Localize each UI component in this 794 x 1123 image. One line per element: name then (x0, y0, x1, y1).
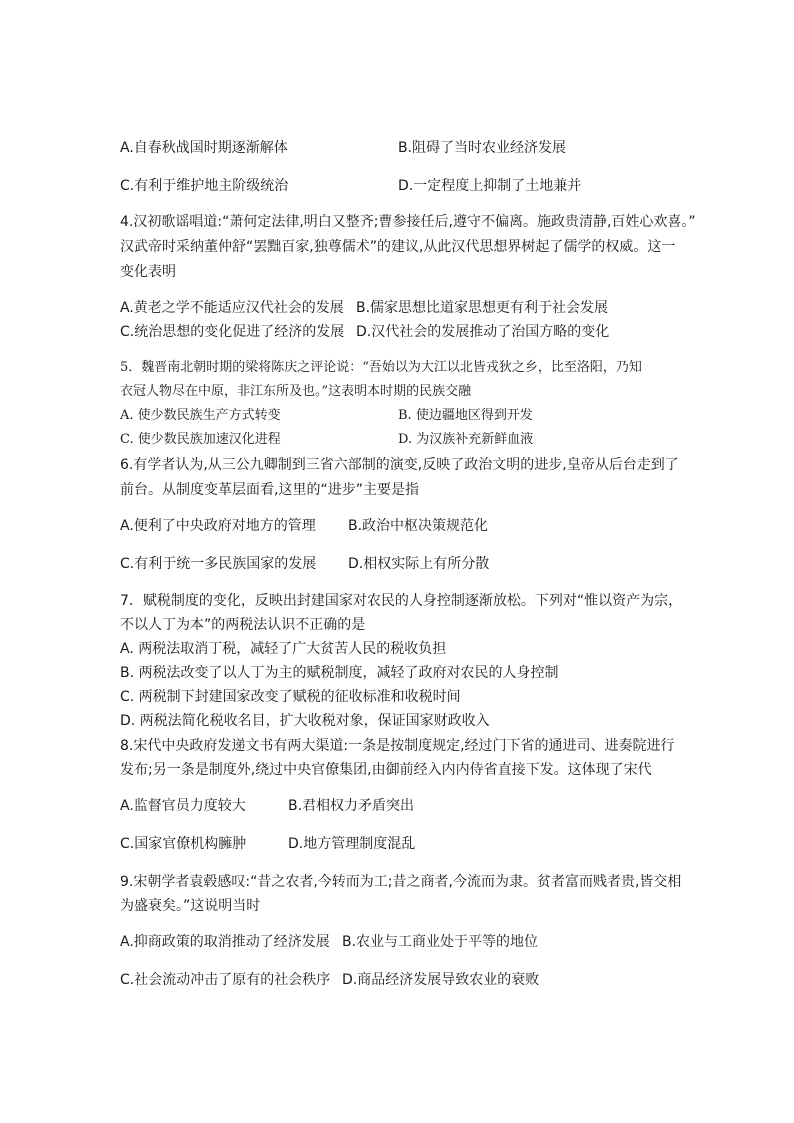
q8-option-c: C.国家官僚机构臃肿 (120, 836, 247, 852)
q7-stem-line-1: 7．赋税制度的变化，反映出封建国家对农民的人身控制逐渐放松。下列对“惟以资产为宗， (120, 593, 683, 609)
q8-option-d: D.地方管理制度混乱 (288, 836, 416, 852)
q9-stem-line-1: 9.宋朝学者袁毂感叹:“昔之农者,今转而为工;昔之商者,今流而为隶。贫者富而贱者贵,皆交相 (120, 874, 682, 890)
q7-option-b: B. 两税法改变了以人丁为主的赋税制度，减轻了政府对农民的人身控制 (120, 665, 559, 681)
q8-option-a: A.监督官员力度较大 (120, 798, 246, 814)
q5-option-b: B. 使边疆地区得到开发 (398, 408, 533, 423)
q9-option-c: C.社会流动冲击了原有的社会秩序 (120, 972, 331, 988)
q8-stem-line-1: 8.宋代中央政府发递文书有两大渠道:一条是按制度规定,经过门下省的通进司、进奏院进行 (120, 738, 675, 754)
q9-stem-line-2: 为盛衰矣。”这说明当时 (120, 898, 261, 914)
q8-option-b: B.君相权力矛盾突出 (288, 798, 415, 814)
q5-option-c: C. 使少数民族加速汉化进程 (120, 432, 281, 447)
q7-stem-line-2: 不以人丁为本”的两税法认识不正确的是 (120, 617, 366, 633)
q5-stem-line-2: 衣冠人物尽在中原，非江东所及也。”这表明本时期的民族交融 (120, 384, 472, 399)
q4-stem-line-1: 4.汉初歌谣唱道:“萧何定法律,明白又整齐;曹参接任后,遵守不偏离。施政贵清静,百姓心欢喜。” (120, 214, 696, 230)
q6-option-b: B.政治中枢决策规范化 (348, 518, 489, 534)
q3-option-a: A.自春秋战国时期逐渐解体 (120, 140, 288, 156)
q6-option-c: C.有利于统一多民族国家的发展 (120, 556, 317, 572)
q4-stem-line-3: 变化表明 (120, 264, 176, 280)
q8-stem-line-2: 发布;另一条是制度外,绕过中央官僚集团,由御前经入内内侍省直接下发。这体现了宋代 (120, 762, 652, 778)
q9-option-b: B.农业与工商业处于平等的地位 (342, 934, 539, 950)
q5-stem-line-1: 5．魏晋南北朝时期的梁将陈庆之评论说：“吾始以为大江以北皆戎狄之乡，比至洛阳，乃知 (120, 360, 642, 375)
q6-option-d: D.相权实际上有所分散 (348, 556, 490, 572)
q4-option-b: B.儒家思想比道家思想更有利于社会发展 (356, 300, 609, 316)
q7-option-c: C. 两税制下封建国家改变了赋税的征收标准和收税时间 (120, 689, 461, 705)
q4-option-c: C.统治思想的变化促进了经济的发展 (120, 324, 345, 340)
q5-option-d: D. 为汉族补充新鲜血液 (398, 432, 534, 447)
q4-stem-line-2: 汉武帝时采纳董仲舒“罢黜百家,独尊儒术”的建议,从此汉代思想界树起了儒学的权威。这一 (120, 239, 676, 255)
q9-option-d: D.商品经济发展导致农业的衰败 (342, 972, 540, 988)
q6-stem-line-1: 6.有学者认为,从三公九卿制到三省六部制的演变,反映了政治文明的进步,皇帝从后台走到了 (120, 457, 679, 473)
q6-stem-line-2: 前台。从制度变革层面看,这里的“进步”主要是指 (120, 482, 419, 498)
q6-option-a: A.便利了中央政府对地方的管理 (120, 518, 316, 534)
q4-option-a: A.黄老之学不能适应汉代社会的发展 (120, 300, 344, 316)
q3-option-d: D.一定程度上抑制了土地兼并 (398, 178, 582, 194)
q5-option-a: A. 使少数民族生产方式转变 (120, 408, 281, 423)
q9-option-a: A.抑商政策的取消推动了经济发展 (120, 934, 330, 950)
q7-option-a: A. 两税法取消丁税，减轻了广大贫苦人民的税收负担 (120, 641, 447, 657)
q3-option-b: B.阻碍了当时农业经济发展 (398, 140, 567, 156)
q3-option-c: C.有利于维护地主阶级统治 (120, 178, 289, 194)
q4-option-d: D.汉代社会的发展推动了治国方略的变化 (356, 324, 610, 340)
q7-option-d: D. 两税法简化税收名目，扩大收税对象，保证国家财政收入 (120, 713, 490, 729)
